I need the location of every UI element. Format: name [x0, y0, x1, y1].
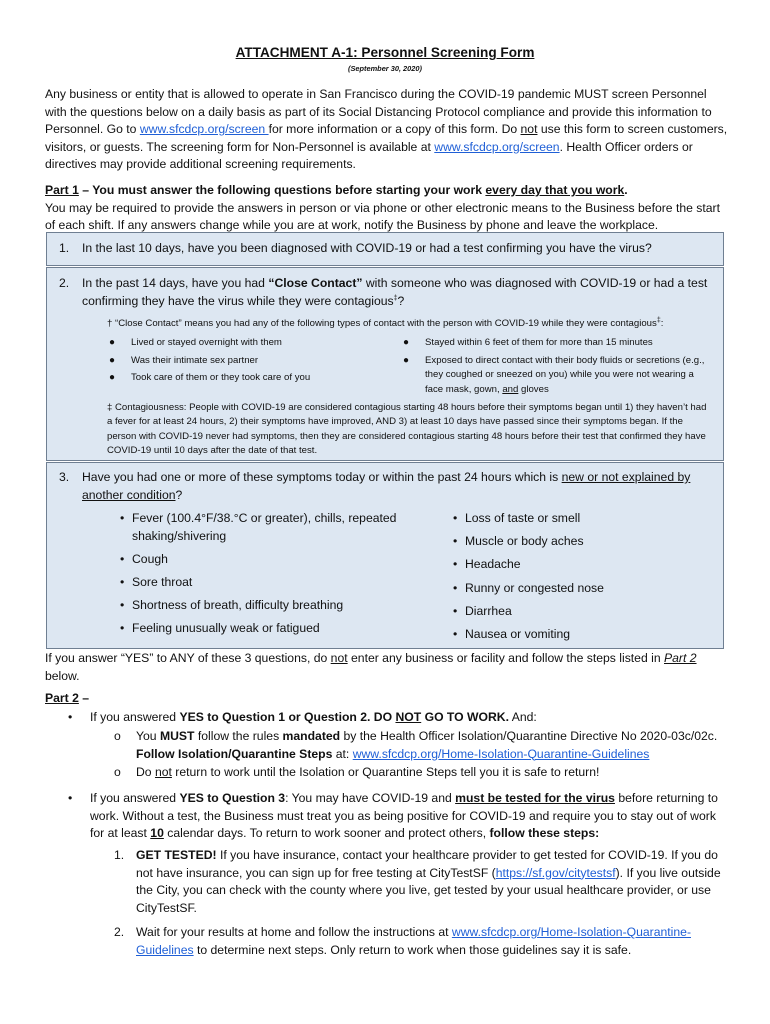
bullet-icon: ● [403, 337, 410, 348]
citytestsf-link[interactable]: https://sf.gov/citytestsf [495, 865, 616, 880]
bullet-icon: • [68, 710, 73, 724]
yes-instruction: If you answer “YES” to ANY of these 3 questions, do not enter any business or facility and follow the steps listed in Part 2 below. [45, 651, 697, 683]
question-2-box: 2. In the past 14 days, have you had “Close Contact” with someone who was diagnosed with COVID-19 or had a test confirming they have the virus while they were contagious‡? † “Close Contact” means you had any of the following types of contact with the person with COVID-19 while they were contagious‡: ● Lived or stayed overnight with them ● Was their intimate sex partner ● Took care of them or they took care of you ● Stayed within 6 feet of them for more than 15 minutes ● Exposed to direct contact with their body fluids or secretions (e.g., they coughed or sneezed on you) while you were not wearing a face mask, gown, and gloves ‡ Contagiousness: People with COVID-19 are considered contagious starting 48 hours before their symptoms began until 1) they haven’t had a fever for at least 24 hours, 2) their symptoms have improved, AND 3) at least 10 days have passed since their symptoms began. If the person with COVID-19 never had symptoms, then they are considered contagious starting 48 hours before their test that confirmed they have COVID-19 until 10 days after the date of that test. [46, 267, 724, 461]
bullet-icon: • [120, 575, 125, 589]
list-item: • Shortness of breath, difficulty breathing [132, 597, 343, 615]
list-item: ● Exposed to direct contact with their body fluids or secretions (e.g., they coughed or sneezed on you) while you were not wearing a face mask, gown, and gloves [403, 355, 705, 395]
bullet-icon: • [453, 511, 458, 525]
part1-section [45, 182, 729, 235]
bullet-icon: ● [109, 355, 116, 366]
list-item: • Feeling unusually weak or fatigued [132, 620, 320, 638]
part2-step-1: 1. GET TESTED! If you have insurance, contact your healthcare provider to get tested for COVID-19. If you do not have insurance, you can sign up for free testing at CityTestSF (https://sf.gov/citytestsf). If you live outside the City, you can check with the county where you live, get tested by your usual healthcare provider, or use CityTestSF. [114, 848, 721, 915]
circle-bullet-icon: o [114, 729, 121, 743]
bullet-icon: • [453, 627, 458, 641]
bullet-icon: • [120, 511, 125, 525]
bullet-icon: • [120, 621, 125, 635]
part2-bullet-1: • If you answered YES to Question 1 or Question 2. DO NOT GO TO WORK. And: [90, 709, 730, 727]
part2-sub-2: o Do not return to work until the Isolation or Quarantine Steps tell you it is safe to return! [136, 764, 726, 782]
list-item: ● Was their intimate sex partner [131, 354, 258, 368]
bullet-icon: • [68, 791, 73, 805]
intro-paragraph: Any business or entity that is allowed to operate in San Francisco during the COVID-19 pandemic MUST screen Personnel with the questions below on a daily basis as part of its Social Distancing Protocol compliance and provide this information to Personnel. Go to www.sfcdcp.org/screen for more information or a copy of this form. Do not use this form to screen customers, visitors, or guests. The screening form for Non-Personnel is available at www.sfcdcp.org/screen. Health Officer orders or directives may provide additional screening requirements. [45, 87, 728, 171]
list-item: • Fever (100.4°F/38.°C or greater), chills, repeated shaking/shivering [120, 511, 397, 543]
list-item: • Loss of taste or smell [465, 510, 580, 528]
question-3-text: Have you had one or more of these symptoms today or within the past 24 hours which is new or not explained by another condition? [82, 470, 691, 502]
form-title: ATTACHMENT A-1: Personnel Screening Form [235, 45, 535, 60]
list-item: • Sore throat [132, 574, 192, 592]
list-item: • Headache [465, 556, 521, 574]
part1-heading: Part 1 – You must answer the following questions before starting your work every day that you work. [45, 183, 628, 197]
list-item: ● Lived or stayed overnight with them [131, 336, 282, 350]
form-date: (September 30, 2020) [348, 64, 422, 73]
question-3-box: 3. Have you had one or more of these symptoms today or within the past 24 hours which is new or not explained by another condition? • Fever (100.4°F/38.°C or greater), chills, repeated shaking/shivering • Cough • Sore throat • Shortness of breath, difficulty breathing • Feeling unusually weak or fatigued • Loss of taste or smell • Muscle or body aches • Headache • Runny or congested nose • Diarrhea • Nausea or vomiting [46, 462, 724, 649]
isolation-guidelines-link-2[interactable]: www.sfcdcp.org/Home-Isolation-Quarantine-Guidelines [136, 925, 691, 957]
part2-heading: Part 2 – [45, 691, 90, 705]
list-item: • Runny or congested nose [465, 580, 604, 598]
part2-bullet-2: • If you answered YES to Question 3: You may have COVID-19 and must be tested for the virus before returning to work. Without a test, the Business must treat you as being positive for COVID-19 and require you to stay out of work for at least 10 calendar days. To return to work sooner and protect others, follow these steps: [68, 791, 718, 840]
part2-sub-1: o You MUST follow the rules mandated by the Health Officer Isolation/Quarantine Directive No 2020-03c/02c. Follow Isolation/Quarantine Steps at: www.sfcdcp.org/Home-Isolation-Quarantine-Guidelines [114, 729, 718, 761]
bullet-icon: • [453, 534, 458, 548]
list-item: • Diarrhea [465, 603, 512, 621]
bullet-icon: ● [403, 355, 410, 366]
list-item: ● Stayed within 6 feet of them for more than 15 minutes [425, 336, 653, 350]
part1-instructions: You may be required to provide the answers in person or via phone or other electronic means to the Business before the start of each shift. If any answers change while you are at work, notify the Business by phone and leave the workplace. [45, 200, 720, 232]
screen-link-2[interactable]: www.sfcdcp.org/screen [434, 139, 560, 154]
isolation-guidelines-link[interactable]: www.sfcdcp.org/Home-Isolation-Quarantine-Guidelines [352, 746, 650, 761]
list-item: • Cough [132, 551, 168, 569]
question-2-text: In the past 14 days, have you had “Close Contact” with someone who was diagnosed with COVID-19 or had a test confirming they have the virus while they were contagious‡? [82, 276, 708, 308]
list-item: ● Took care of them or they took care of you [131, 371, 310, 385]
bullet-icon: • [120, 598, 125, 612]
part2-step-2: 2. Wait for your results at home and follow the instructions at www.sfcdcp.org/Home-Isolation-Quarantine-Guidelines to determine next steps. Only return to work when those guidelines say it is safe. [114, 925, 691, 957]
contagiousness-note: ‡ Contagiousness: People with COVID-19 are considered contagious starting 48 hours before their symptoms began until 1) they haven’t had a fever for at least 24 hours, 2) their symptoms have improved, AND 3) at least 10 days have passed since their symptoms began. If the person with COVID-19 never had symptoms, then they are considered contagious starting 48 hours before their test that confirmed they have COVID-19 until 10 days after the date of that test. [107, 402, 707, 456]
bullet-icon: • [120, 552, 125, 566]
bullet-icon: • [453, 581, 458, 595]
bullet-icon: • [453, 557, 458, 571]
screen-link[interactable]: www.sfcdcp.org/screen [139, 122, 269, 136]
bullet-icon: ● [109, 337, 116, 348]
bullet-icon: • [453, 604, 458, 618]
close-contact-definition: † “Close Contact” means you had any of the following types of contact with the person with COVID-19 while they were contagious‡: [107, 316, 664, 329]
list-item: • Muscle or body aches [465, 533, 584, 551]
bullet-icon: ● [109, 372, 116, 383]
list-item: • Nausea or vomiting [465, 626, 570, 644]
question-1-box: 1. In the last 10 days, have you been diagnosed with COVID-19 or had a test confirming you have the virus? [46, 232, 724, 266]
circle-bullet-icon: o [114, 765, 121, 779]
question-1-text: In the last 10 days, have you been diagnosed with COVID-19 or had a test confirming you have the virus? [82, 241, 652, 255]
